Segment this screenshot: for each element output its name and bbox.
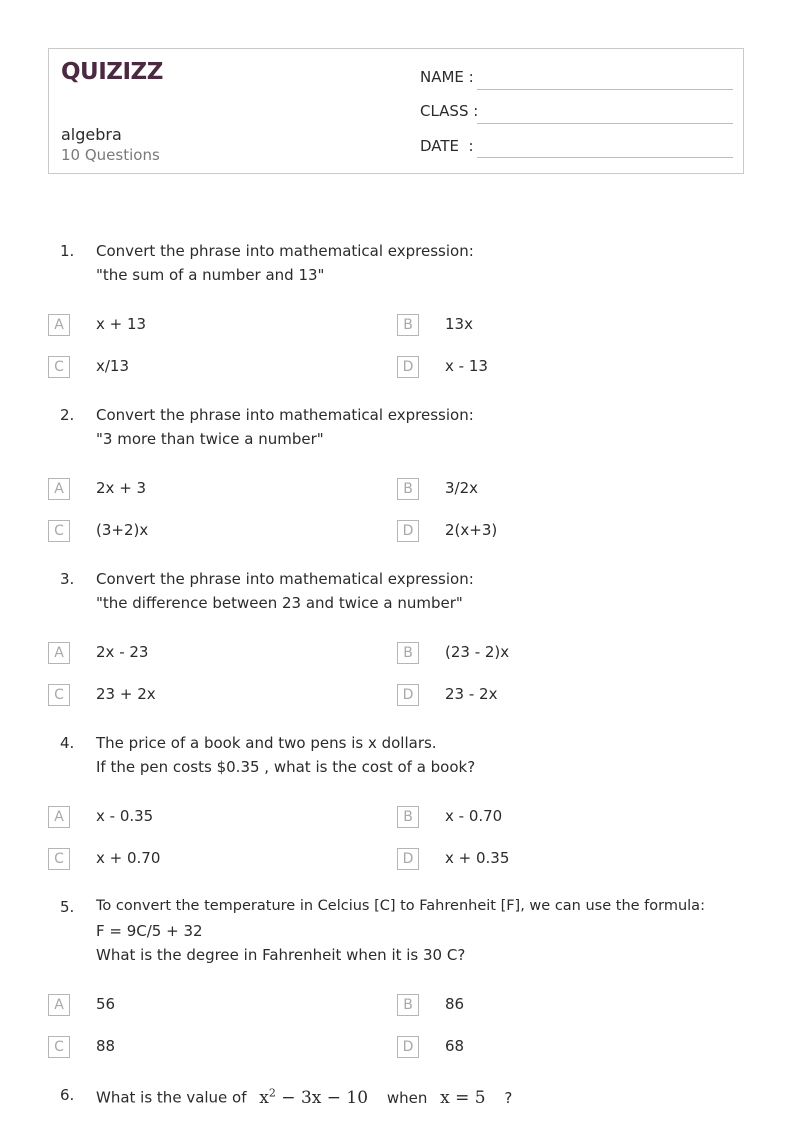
option-c-text: (3+2)x <box>96 521 149 539</box>
question-suffix: ? <box>504 1088 513 1107</box>
class-label: CLASS : <box>420 102 479 120</box>
date-field[interactable] <box>477 157 733 158</box>
question-text: What is the degree in Fahrenheit when it is 30 C? <box>96 946 466 964</box>
option-a-box[interactable]: A <box>48 478 70 500</box>
option-b-text: 86 <box>445 995 465 1013</box>
option-c-box[interactable]: C <box>48 520 70 542</box>
question-text: "the difference between 23 and twice a number" <box>96 594 463 612</box>
option-b-box[interactable]: B <box>397 806 419 828</box>
question-text: "3 more than twice a number" <box>96 430 324 448</box>
option-c-text: 23 + 2x <box>96 685 156 703</box>
option-c-text: 88 <box>96 1037 116 1055</box>
question-text <box>96 1086 512 1108</box>
option-b-box[interactable]: B <box>397 478 419 500</box>
option-c-text: x + 0.70 <box>96 849 161 867</box>
option-d-box[interactable]: D <box>397 520 419 542</box>
expr-rest: − 3x − 10 <box>275 1087 369 1108</box>
option-a-text: 2x + 3 <box>96 479 147 497</box>
math-condition: x = 5 <box>440 1087 486 1108</box>
expr-exponent: 2 <box>268 1086 276 1099</box>
option-d-box[interactable]: D <box>397 684 419 706</box>
option-d-box[interactable]: D <box>397 848 419 870</box>
question-text: "the sum of a number and 13" <box>96 266 325 284</box>
option-d-box[interactable]: D <box>397 1036 419 1058</box>
option-d-text: x - 13 <box>445 357 488 375</box>
question-text: If the pen costs $0.35 , what is the cost of a book? <box>96 758 476 776</box>
option-c-box[interactable]: C <box>48 356 70 378</box>
option-d-text: 68 <box>445 1037 465 1055</box>
expr-base: x <box>259 1087 269 1108</box>
option-b-box[interactable]: B <box>397 642 419 664</box>
name-label: NAME : <box>420 68 474 86</box>
option-c-box[interactable]: C <box>48 848 70 870</box>
option-a-box[interactable]: A <box>48 994 70 1016</box>
option-c-text: x/13 <box>96 357 130 375</box>
question-number: 5. <box>60 898 75 916</box>
name-field[interactable] <box>477 89 733 90</box>
option-b-box[interactable]: B <box>397 314 419 336</box>
option-d-box[interactable]: D <box>397 356 419 378</box>
math-expression <box>259 1088 368 1108</box>
option-d-text: 2(x+3) <box>445 521 498 539</box>
option-d-text: x + 0.35 <box>445 849 510 867</box>
question-middle: when <box>386 1088 428 1107</box>
question-text: Convert the phrase into mathematical expression: <box>96 570 474 588</box>
question-text: Convert the phrase into mathematical expression: <box>96 242 474 260</box>
question-number: 2. <box>60 406 75 424</box>
option-a-text: x + 13 <box>96 315 147 333</box>
question-text: Convert the phrase into mathematical expression: <box>96 406 474 424</box>
option-a-box[interactable]: A <box>48 806 70 828</box>
option-a-text: 56 <box>96 995 116 1013</box>
option-d-text: 23 - 2x <box>445 685 498 703</box>
question-text: The price of a book and two pens is x dollars. <box>96 734 437 752</box>
option-b-text: x - 0.70 <box>445 807 503 825</box>
question-number: 4. <box>60 734 75 752</box>
option-b-text: 13x <box>445 315 473 333</box>
question-text: To convert the temperature in Celcius [C] to Fahrenheit [F], we can use the formula: <box>96 898 705 914</box>
question-number: 1. <box>60 242 75 260</box>
worksheet-header <box>48 48 744 174</box>
option-a-box[interactable]: A <box>48 642 70 664</box>
option-a-text: 2x - 23 <box>96 643 149 661</box>
quizizz-logo: QUIZIZZ <box>61 59 163 85</box>
question-text: F = 9C/5 + 32 <box>96 922 203 940</box>
option-c-box[interactable]: C <box>48 1036 70 1058</box>
date-label: DATE : <box>420 137 474 155</box>
question-prefix: What is the value of <box>96 1088 247 1107</box>
option-a-text: x - 0.35 <box>96 807 154 825</box>
option-c-box[interactable]: C <box>48 684 70 706</box>
class-field[interactable] <box>477 123 733 124</box>
question-number: 6. <box>60 1086 75 1104</box>
option-b-text: 3/2x <box>445 479 479 497</box>
option-a-box[interactable]: A <box>48 314 70 336</box>
question-number: 3. <box>60 570 75 588</box>
option-b-box[interactable]: B <box>397 994 419 1016</box>
question-count: 10 Questions <box>61 146 160 164</box>
worksheet-topic: algebra <box>61 125 122 144</box>
option-b-text: (23 - 2)x <box>445 643 510 661</box>
